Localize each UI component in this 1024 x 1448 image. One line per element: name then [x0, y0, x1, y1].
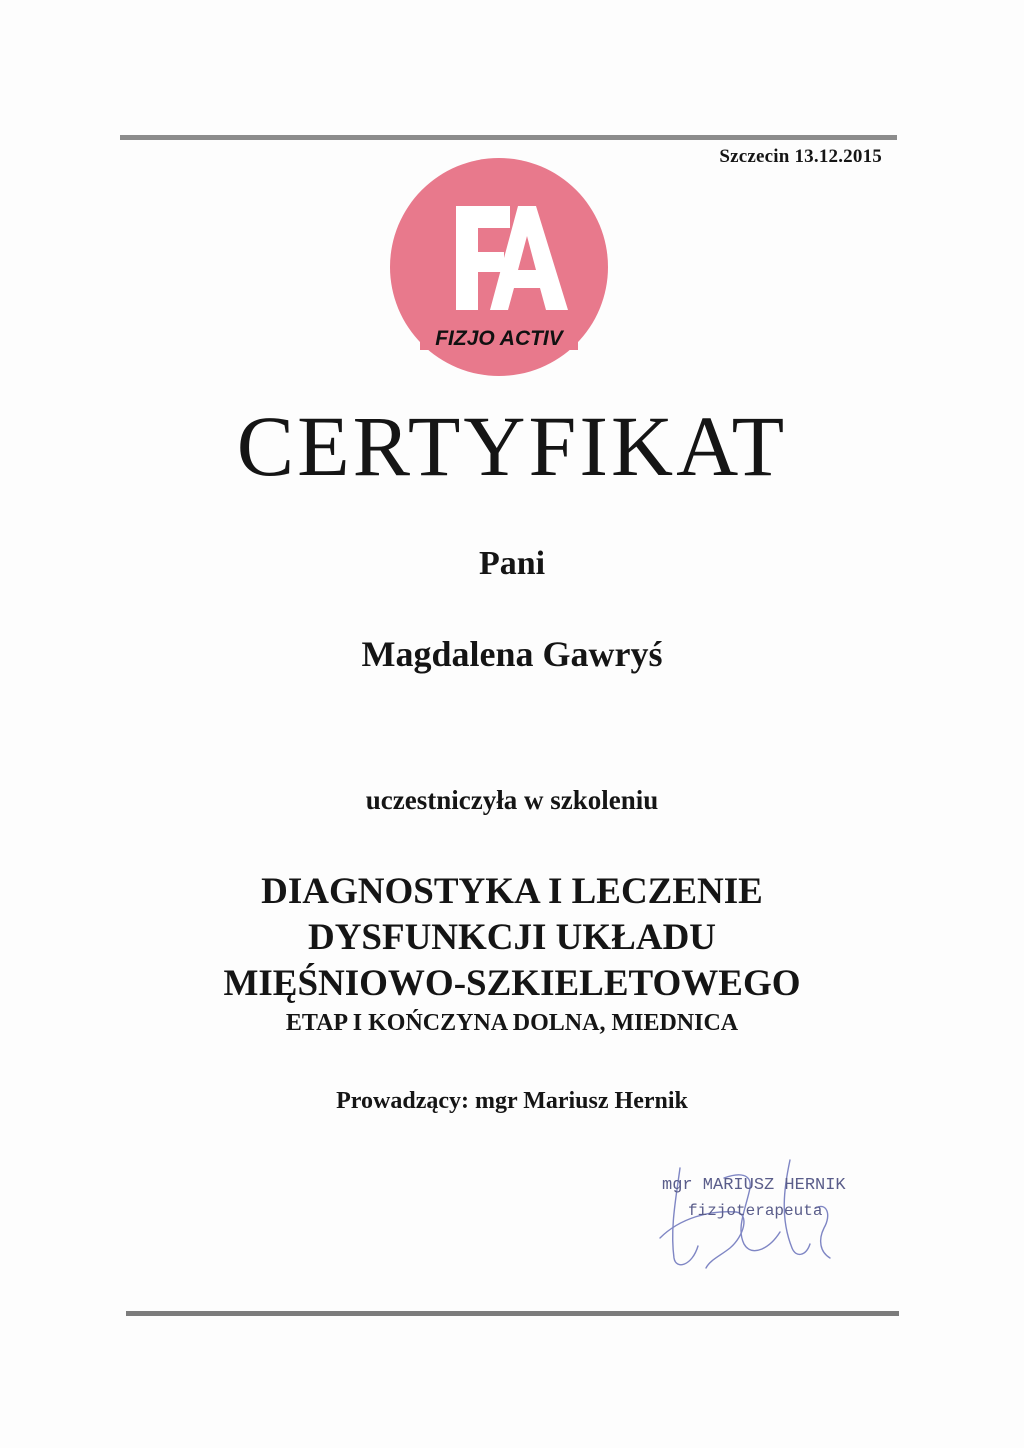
- place-date: Szczecin 13.12.2015: [719, 146, 882, 167]
- certificate-title: CERTYFIKAT: [236, 398, 788, 494]
- salutation: Pani: [478, 545, 546, 582]
- bottom-divider: [126, 1311, 899, 1316]
- top-divider: [120, 135, 897, 140]
- recipient-name: Magdalena Gawryś: [361, 634, 663, 674]
- course-stage: ETAP I KOŃCZYNA DOLNA, MIEDNICA: [285, 1010, 739, 1036]
- course-title-line-2: DYSFUNKCJI UKŁADU: [307, 917, 717, 958]
- logo-graphic: [390, 158, 608, 376]
- instructor-stamp: [640, 1148, 870, 1278]
- stamp-name: mgr MARIUSZ HERNIK: [662, 1176, 846, 1195]
- course-title-line-1: DIAGNOSTYKA I LECZENIE: [261, 871, 763, 912]
- course-title-line-3: MIĘŚNIOWO-SZKIELETOWEGO: [223, 963, 801, 1004]
- participation-text: uczestniczyła w szkoleniu: [365, 785, 659, 815]
- instructor: Prowadzący: mgr Mariusz Hernik: [336, 1088, 688, 1114]
- stamp-profession: fizjoterapeuta: [688, 1202, 823, 1220]
- fizjo-activ-logo: [390, 158, 608, 376]
- logo-brand-text: FIZJO ACTIV: [435, 327, 563, 350]
